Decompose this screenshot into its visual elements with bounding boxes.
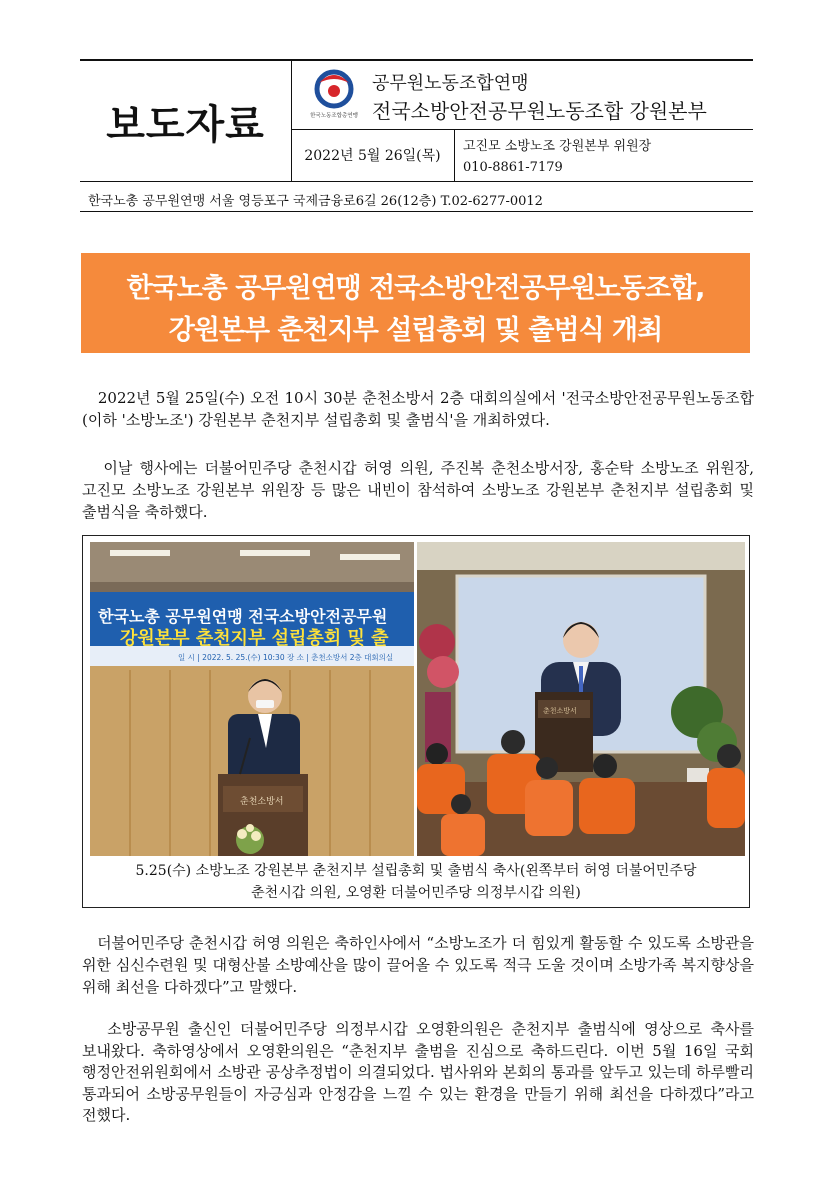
podium-label: 춘천소방서	[543, 707, 577, 715]
photo-caption	[83, 860, 749, 904]
body-paragraph	[82, 932, 754, 998]
doc-type-title: 보도자료	[106, 101, 265, 148]
header-divider	[454, 129, 455, 181]
body-paragraph	[82, 387, 754, 431]
body-paragraph-text: 소방공무원 출신인 더불어민주당 의정부시갑 오영환의원은 춘천지부 출범식에 영상으로 축사를 보내왔다. 축하영상에서 오영환의원은 “춘천지부 출범을 진심으로 축하드린다. 이번 5월 16일 국회 행정안전위원회에서 소방관 공상추정법이 의결되었다. 법사위와 본회의 통과를 앞두고 있는데 하루빨리 통과되어 소방공무원들이 자긍심과 안정감을 느낄 수 있는 환경을 만들기 위해 최선을 다하겠다”라고 전했다.	[82, 1020, 754, 1124]
photo-speaker-podium	[90, 542, 414, 856]
stage-banner-line2: 강원본부 춘천지부 설립총회 및 출	[120, 628, 389, 649]
union-logo	[303, 69, 365, 125]
release-date: 2022년 5월 26일(목)	[304, 148, 441, 164]
photo-video-message	[417, 542, 745, 856]
address-underline	[80, 211, 753, 212]
org-name-federation: 공무원노동조합연맹	[372, 73, 529, 94]
body-paragraph	[82, 1019, 754, 1127]
photo-caption-line1: 5.25(수) 소방노조 강원본부 춘천지부 설립총회 및 출범식 축사(왼쪽부터 허영 더불어민주당	[135, 863, 697, 879]
office-address: 한국노총 공무원연맹 서울 영등포구 국제금융로6길 26(12층) T.02-6277-0012	[88, 194, 543, 209]
body-paragraph-text: 이날 행사에는 더불어민주당 춘천시갑 허영 의원, 주진복 춘천소방서장, 홍순탁 소방노조 위원장, 고진모 소방노조 강원본부 위원장 등 많은 내빈이 참석하여 소방노조 강원본부 춘천지부 설립총회 및 출범식을 축하했다.	[82, 459, 754, 521]
press-release-header	[80, 59, 753, 182]
stage-banner-line1: 한국노총 공무원연맹 전국소방안전공무원	[98, 607, 388, 626]
contact-name: 고진모 소방노조 강원본부 위원장	[463, 139, 652, 154]
photo-figure	[82, 535, 750, 908]
headline-banner	[81, 253, 750, 353]
body-paragraph	[82, 457, 754, 523]
logo-emblem-icon	[311, 69, 357, 109]
contact-phone: 010-8861-7179	[463, 160, 563, 175]
photo-caption-line2: 춘천시갑 의원, 오영환 더불어민주당 의정부시갑 의원)	[251, 885, 581, 901]
podium-label: 춘천소방서	[240, 797, 284, 807]
stage-banner-info: 일 시 | 2022. 5. 25.(수) 10:30 장 소 | 춘천소방서 2층 대회의실	[178, 653, 394, 662]
org-name-union: 전국소방안전공무원노동조합 강원본부	[372, 99, 707, 123]
body-paragraph-text: 더불어민주당 춘천시갑 허영 의원은 축하인사에서 “소방노조가 더 힘있게 활동할 수 있도록 소방관을 위한 심신수련원 및 대형산불 소방예산을 많이 끌어올 수 있도록 적극 도울 것이며 소방가족 복지향상을 위해 최선을 다하겠다”고 말했다.	[82, 934, 754, 996]
headline-line1: 한국노총 공무원연맹 전국소방안전공무원노동조합,	[126, 273, 705, 304]
body-paragraph-text: 2022년 5월 25일(수) 오전 10시 30분 춘천소방서 2층 대회의실에서 '전국소방안전공무원노동조합(이하 '소방노조') 강원본부 춘천지부 설립총회 및 출범식'을 개최하였다.	[82, 389, 754, 429]
headline-line2: 강원본부 춘천지부 설립총회 및 출범식 개최	[168, 315, 663, 346]
logo-caption: 한국노동조합총연맹	[310, 113, 358, 119]
